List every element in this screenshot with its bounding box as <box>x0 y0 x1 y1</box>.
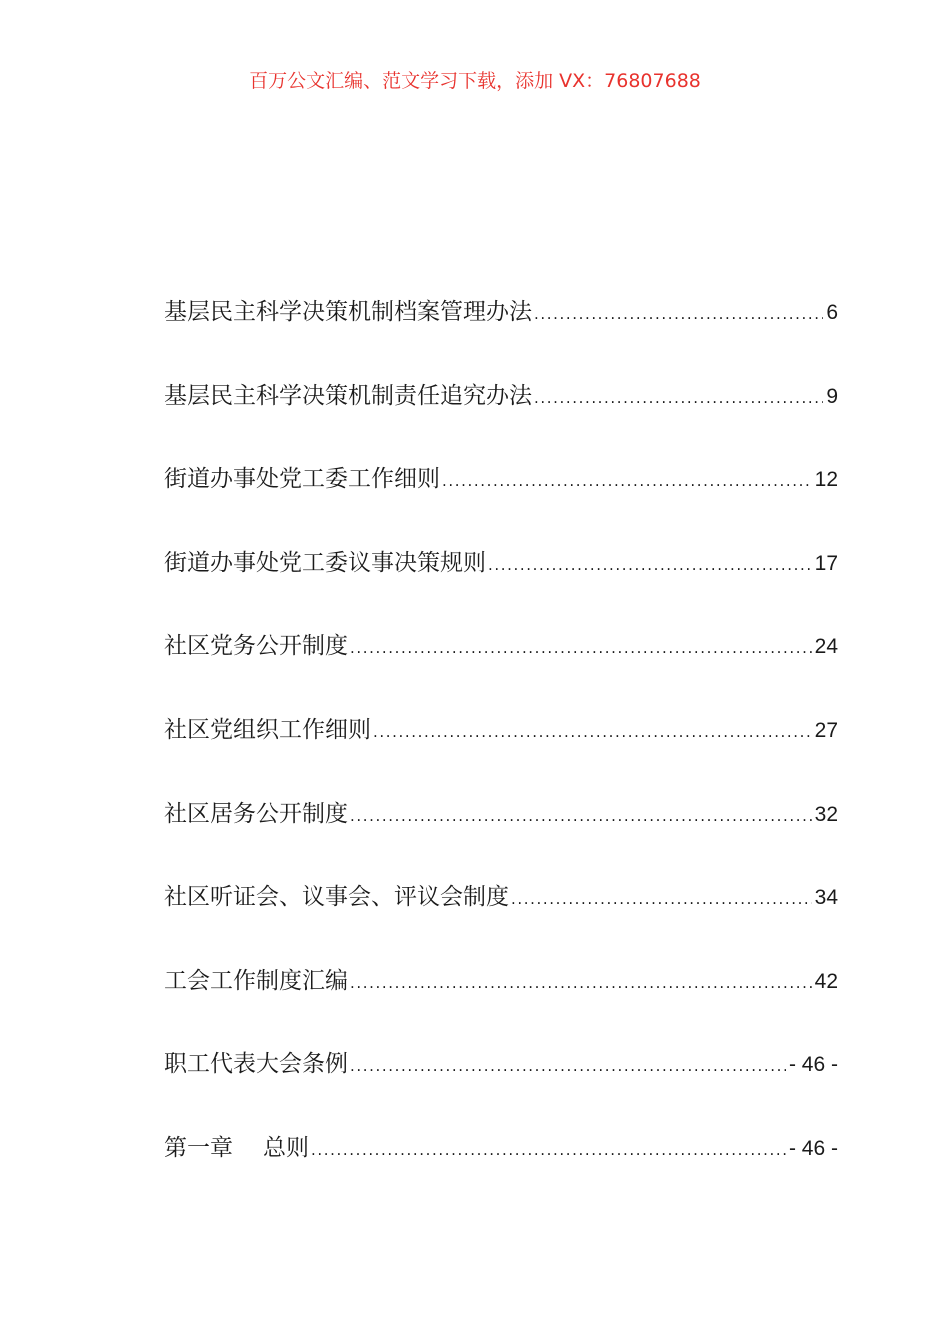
toc-dot-leader <box>350 630 812 666</box>
toc-entry-title: 街道办事处党工委议事决策规则 <box>164 549 486 576</box>
toc-entry[interactable] <box>164 1130 838 1214</box>
toc-chapter-number: 第一章 <box>164 1134 233 1161</box>
toc-entry[interactable] <box>164 1046 838 1130</box>
toc-page-number: - 46 - <box>788 1053 838 1077</box>
toc-entry[interactable] <box>164 628 838 712</box>
toc-entry-title: 工会工作制度汇编 <box>164 967 348 994</box>
toc-entry[interactable] <box>164 461 838 545</box>
toc-entry-title <box>164 1130 309 1166</box>
toc-dot-leader <box>350 798 812 834</box>
toc-entry-title: 社区党组织工作细则 <box>164 716 371 743</box>
toc-entry-title: 基层民主科学决策机制责任追究办法 <box>164 382 532 409</box>
toc-dot-leader <box>511 881 812 917</box>
toc-dot-leader <box>534 296 823 332</box>
toc-page-number: 24 <box>814 635 838 659</box>
table-of-contents <box>164 294 838 1214</box>
toc-entry[interactable] <box>164 294 838 378</box>
toc-dot-leader <box>350 1048 786 1084</box>
toc-entry-title: 社区居务公开制度 <box>164 800 348 827</box>
toc-page-number: - 46 - <box>788 1136 838 1160</box>
toc-page-number: 12 <box>814 468 838 492</box>
toc-entry[interactable] <box>164 545 838 629</box>
toc-chapter-name: 总则 <box>263 1134 309 1161</box>
toc-dot-leader <box>534 380 823 416</box>
toc-entry[interactable] <box>164 796 838 880</box>
toc-page-number: 42 <box>814 969 838 993</box>
toc-dot-leader <box>373 714 812 750</box>
toc-entry-title: 街道办事处党工委工作细则 <box>164 466 440 493</box>
toc-page-number: 17 <box>814 551 838 575</box>
toc-page-number: 9 <box>826 384 838 408</box>
toc-entry-title: 社区听证会、议事会、评议会制度 <box>164 884 509 911</box>
toc-entry[interactable] <box>164 879 838 963</box>
toc-page-number: 34 <box>814 886 838 910</box>
toc-entry-title: 社区党务公开制度 <box>164 633 348 660</box>
toc-dot-leader <box>442 463 812 499</box>
toc-entry[interactable] <box>164 963 838 1047</box>
toc-entry-title: 基层民主科学决策机制档案管理办法 <box>164 299 532 325</box>
toc-dot-leader <box>488 547 812 583</box>
watermark-header-note: 百万公文汇编、范文学习下载，添加 VX：76807688 <box>249 70 701 92</box>
toc-page-number: 32 <box>814 802 838 826</box>
toc-entry[interactable] <box>164 378 838 462</box>
toc-dot-leader <box>311 1132 786 1168</box>
toc-entry[interactable] <box>164 712 838 796</box>
toc-dot-leader <box>350 965 812 1001</box>
toc-page-number: 27 <box>814 718 838 742</box>
toc-page-number: 6 <box>826 301 838 324</box>
toc-entry-title: 职工代表大会条例 <box>164 1051 348 1078</box>
